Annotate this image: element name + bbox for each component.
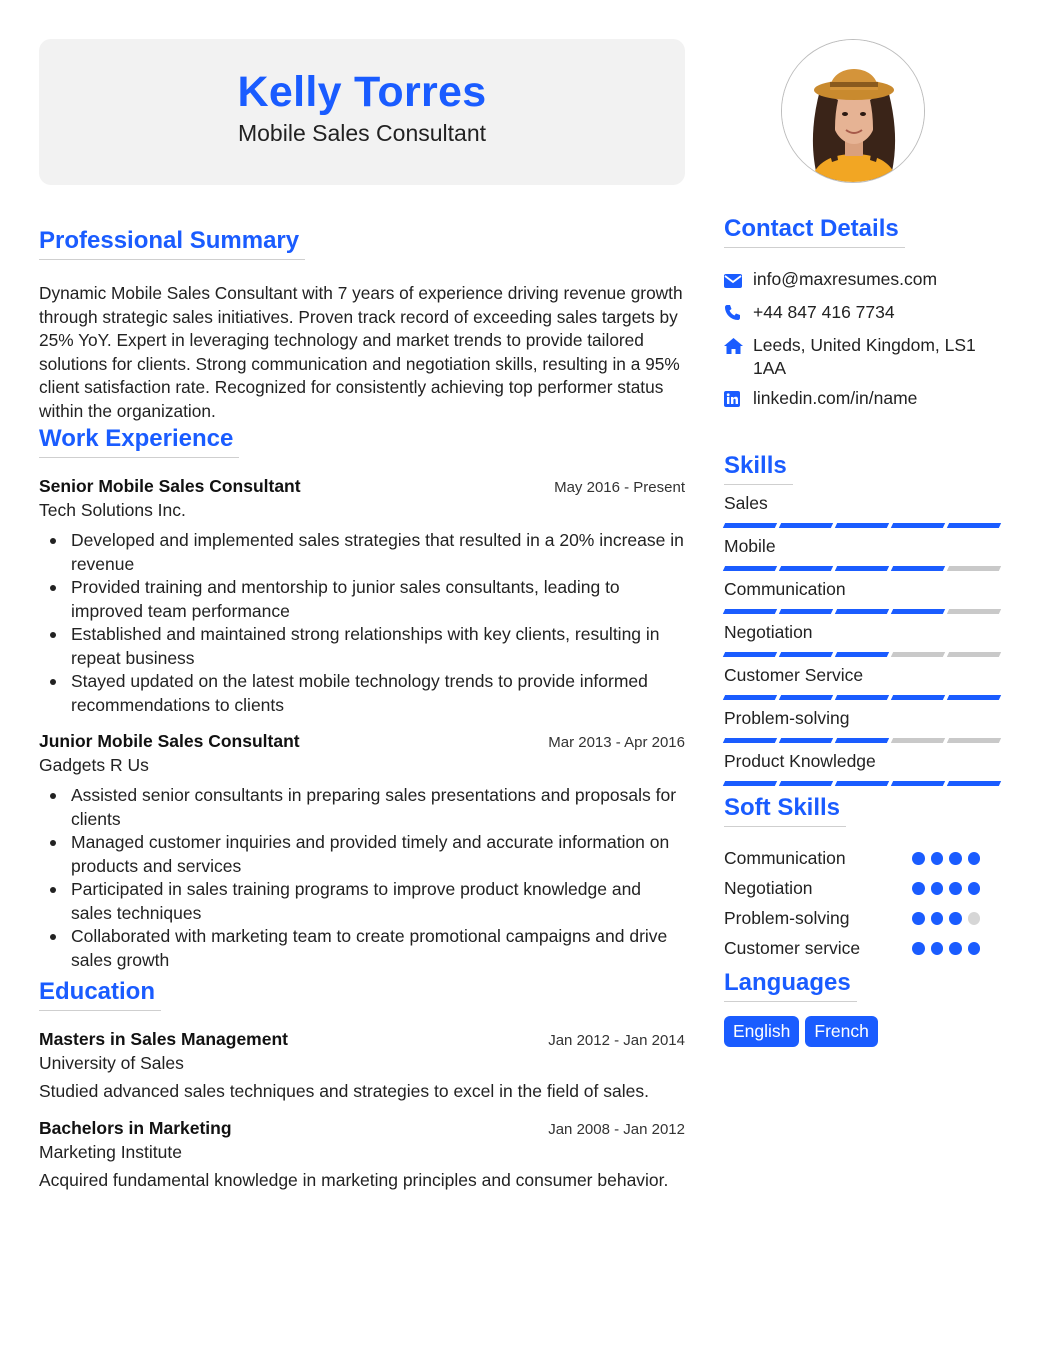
education-date: Jan 2008 - Jan 2012	[548, 1120, 685, 1138]
bullet-item: Collaborated with marketing team to create promotional campaigns and drive sales growth	[39, 925, 685, 972]
skill-name: Product Knowledge	[724, 751, 876, 771]
skill-bar-segment	[835, 652, 889, 657]
skill-bar-segment	[947, 609, 1001, 614]
main-column	[39, 39, 685, 1192]
skill-bar-segment	[835, 695, 889, 700]
skill-level-bar	[724, 566, 1000, 571]
rating-dot	[912, 852, 925, 865]
soft-skill-name: Communication	[724, 847, 846, 868]
language-chip: French	[805, 1016, 877, 1047]
skill-bar-segment	[947, 781, 1001, 786]
education-description: Studied advanced sales techniques and strategies to excel in the field of sales.	[39, 1081, 649, 1101]
skill-level-bar	[724, 781, 1000, 786]
skill-bar-segment	[835, 566, 889, 571]
job-date: Mar 2013 - Apr 2016	[548, 734, 685, 751]
bullet-item: Developed and implemented sales strategies that resulted in a 20% increase in revenue	[39, 529, 685, 576]
contact-email[interactable]	[724, 268, 1000, 294]
skill-bar-segment	[779, 609, 833, 614]
skill-item	[724, 493, 1000, 528]
job-entry	[39, 731, 685, 972]
soft-skill-rating	[912, 912, 980, 925]
rating-dot	[931, 852, 944, 865]
contact-list	[724, 268, 1000, 413]
skill-name: Sales	[724, 493, 768, 513]
skill-bar-segment	[723, 523, 777, 528]
skill-level-bar	[724, 695, 1000, 700]
bullet-item: Participated in sales training programs to improve product knowledge and sales techniques	[39, 878, 685, 925]
rating-dot	[949, 852, 962, 865]
skill-item	[724, 708, 1000, 743]
contact-text: Leeds, United Kingdom, LS1 1AA	[753, 335, 976, 378]
soft-skill-rating	[912, 942, 980, 955]
skill-bar-segment	[891, 523, 945, 528]
education-heading: Education	[39, 978, 161, 1011]
skill-bar-segment	[835, 738, 889, 743]
bullet-item: Assisted senior consultants in preparing sales presentations and proposals for clients	[39, 784, 685, 831]
skill-bar-segment	[723, 695, 777, 700]
phone-icon	[724, 301, 753, 327]
contact-text: info@maxresumes.com	[753, 269, 938, 289]
education-date: Jan 2012 - Jan 2014	[548, 1032, 685, 1049]
skill-name: Negotiation	[724, 622, 813, 642]
skill-item	[724, 579, 1000, 614]
soft-skills-heading: Soft Skills	[724, 794, 846, 827]
job-title: Junior Mobile Sales Consultant	[39, 731, 300, 751]
rating-dot	[931, 912, 944, 925]
bullet-item: Established and maintained strong relationships with key clients, resulting in repeat business	[39, 623, 685, 670]
education-description: Acquired fundamental knowledge in marketing principles and consumer behavior.	[39, 1169, 669, 1190]
skill-level-bar	[724, 738, 1000, 743]
skill-level-bar	[724, 523, 1000, 528]
skill-bar-segment	[947, 566, 1001, 571]
linkedin-icon	[724, 387, 753, 413]
rating-dot	[949, 882, 962, 895]
bullet-item: Managed customer inquiries and provided timely and accurate information on products and services	[39, 831, 685, 878]
skill-bar-segment	[891, 566, 945, 571]
skill-bar-segment	[779, 738, 833, 743]
skill-bar-segment	[891, 652, 945, 657]
soft-skills-list	[724, 843, 1000, 963]
contact-phone[interactable]	[724, 301, 1000, 327]
skill-item	[724, 536, 1000, 571]
envelope-icon	[724, 268, 753, 294]
rating-dot	[968, 912, 981, 925]
rating-dot	[912, 882, 925, 895]
profile-photo	[781, 39, 925, 183]
bullet-item: Stayed updated on the latest mobile technology trends to provide informed recommendations to clients	[39, 670, 685, 717]
soft-skill-item	[724, 843, 1000, 873]
header-card	[39, 39, 685, 185]
contact-address	[724, 334, 1000, 380]
skill-bar-segment	[891, 695, 945, 700]
skill-bar-segment	[779, 695, 833, 700]
skill-bar-segment	[947, 523, 1001, 528]
candidate-name: Kelly Torres	[237, 68, 487, 116]
skill-name: Problem-solving	[724, 708, 850, 728]
skill-bar-segment	[835, 781, 889, 786]
soft-skill-rating	[912, 882, 980, 895]
rating-dot	[931, 942, 944, 955]
rating-dot	[968, 882, 981, 895]
job-bullets	[39, 529, 685, 717]
job-bullets	[39, 784, 685, 972]
rating-dot	[912, 942, 925, 955]
skill-item	[724, 622, 1000, 657]
soft-skill-rating	[912, 852, 980, 865]
skill-item	[724, 751, 1000, 786]
skill-bar-segment	[723, 738, 777, 743]
rating-dot	[912, 912, 925, 925]
skill-bar-segment	[891, 781, 945, 786]
contact-linkedin[interactable]	[724, 387, 1000, 413]
degree-title: Masters in Sales Management	[39, 1029, 288, 1049]
sidebar-column	[724, 39, 1000, 1047]
portrait-illustration	[782, 40, 925, 183]
skill-bar-segment	[779, 781, 833, 786]
school-name: Marketing Institute	[39, 1141, 182, 1162]
contact-text: linkedin.com/in/name	[753, 388, 918, 408]
skill-bar-segment	[723, 652, 777, 657]
skill-level-bar	[724, 652, 1000, 657]
skill-name: Communication	[724, 579, 846, 599]
job-date: May 2016 - Present	[554, 479, 685, 496]
skill-bar-segment	[723, 566, 777, 571]
languages-list	[724, 1016, 1000, 1047]
skill-bar-segment	[835, 609, 889, 614]
job-title: Senior Mobile Sales Consultant	[39, 476, 301, 496]
school-name: University of Sales	[39, 1053, 184, 1073]
summary-text: Dynamic Mobile Sales Consultant with 7 years of experience driving revenue growth through strategic sales initiatives. Proven track record of exceeding sales targets by 25% YoY. Expert in leveraging technology and market trends to provide tailored solutions for clients. Strong communication and negotiation skills, resulting in a 95% client satisfaction rate. Recognized for consistently achieving top performer status within the organization.	[39, 283, 683, 421]
soft-skill-item	[724, 903, 1000, 933]
education-entry	[39, 1118, 685, 1193]
rating-dot	[968, 852, 981, 865]
soft-skill-name: Negotiation	[724, 877, 813, 898]
home-icon	[724, 334, 753, 360]
skill-bar-segment	[723, 781, 777, 786]
rating-dot	[949, 942, 962, 955]
skill-bar-segment	[891, 609, 945, 614]
skills-list	[724, 493, 1000, 786]
candidate-title: Mobile Sales Consultant	[237, 120, 487, 147]
rating-dot	[931, 882, 944, 895]
skill-bar-segment	[891, 738, 945, 743]
rating-dot	[968, 942, 981, 955]
skill-bar-segment	[947, 652, 1001, 657]
rating-dot	[949, 912, 962, 925]
languages-heading: Languages	[724, 969, 857, 1002]
education-entry	[39, 1029, 685, 1104]
contact-heading: Contact Details	[724, 215, 905, 248]
work-heading: Work Experience	[39, 425, 239, 458]
skill-item	[724, 665, 1000, 700]
skill-bar-segment	[779, 523, 833, 528]
soft-skill-item	[724, 873, 1000, 903]
skills-heading: Skills	[724, 452, 793, 485]
job-entry	[39, 476, 685, 717]
skill-name: Mobile	[724, 536, 776, 556]
bullet-item: Provided training and mentorship to junior sales consultants, leading to improved team performance	[39, 576, 685, 623]
skill-bar-segment	[835, 523, 889, 528]
soft-skill-name: Problem-solving	[724, 907, 850, 928]
company-name: Gadgets R Us	[39, 755, 149, 775]
skill-bar-segment	[947, 738, 1001, 743]
summary-heading: Professional Summary	[39, 227, 305, 260]
skill-name: Customer Service	[724, 665, 864, 685]
skill-bar-segment	[779, 566, 833, 571]
company-name: Tech Solutions Inc.	[39, 500, 186, 520]
degree-title: Bachelors in Marketing	[39, 1117, 232, 1138]
soft-skill-name: Customer service	[724, 937, 861, 958]
skill-bar-segment	[779, 652, 833, 657]
soft-skill-item	[724, 933, 1000, 963]
skill-bar-segment	[723, 609, 777, 614]
contact-text: +44 847 416 7734	[753, 302, 895, 322]
skill-bar-segment	[947, 695, 1001, 700]
language-chip: English	[724, 1016, 799, 1047]
skill-level-bar	[724, 609, 1000, 614]
